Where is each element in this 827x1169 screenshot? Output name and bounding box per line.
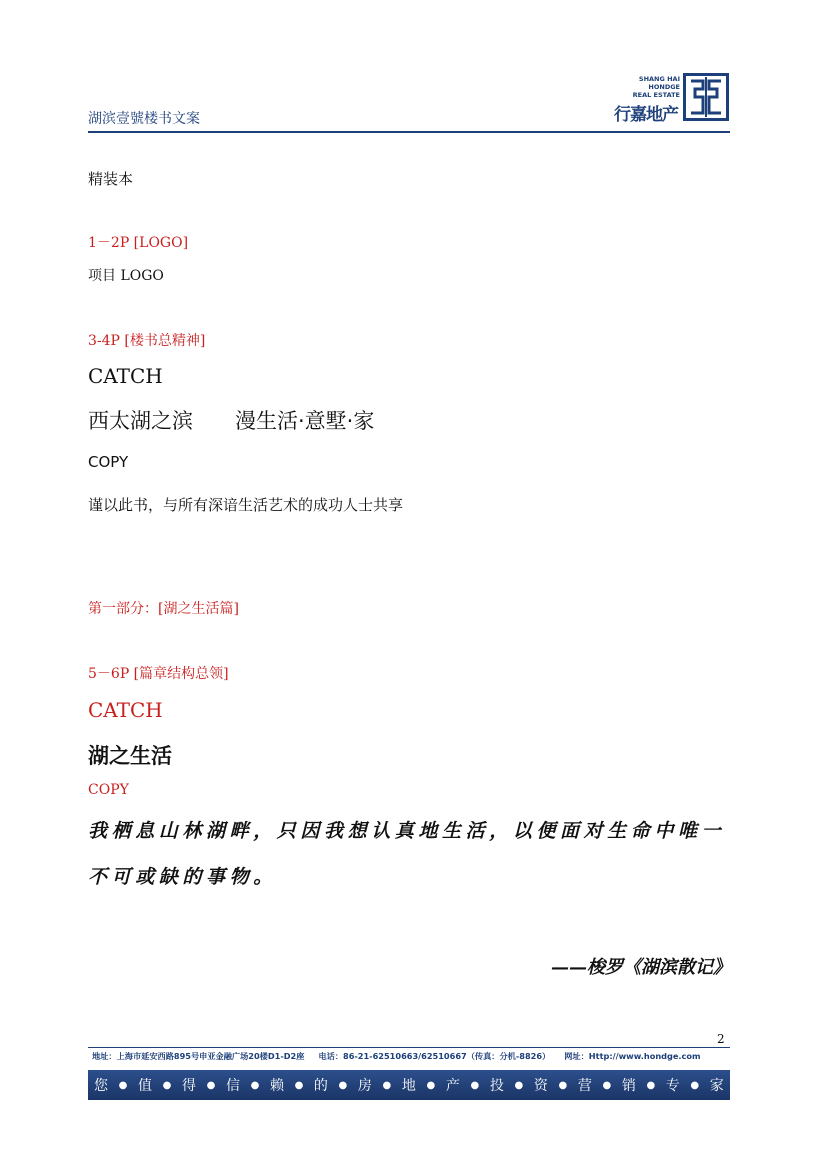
hero-headline [88, 405, 374, 435]
section-label-spirit: 3-4P [楼书总精神] [88, 333, 206, 349]
slogan-char: 赖 [269, 1078, 284, 1094]
slogan-char: 房 [357, 1078, 372, 1094]
slogan-char: 专 [665, 1078, 680, 1094]
footer-address: 地址：上海市延安西路895号申亚金融广场20楼D1-D2座 [92, 1051, 305, 1061]
company-logo-english [626, 75, 680, 99]
slogan-char: 值 [137, 1078, 152, 1094]
company-logo-mark-icon [683, 73, 729, 121]
header-divider [88, 131, 730, 133]
slogan-char: 的 [313, 1078, 328, 1094]
copy-text: 谨以此书，与所有深谙生活艺术的成功人士共享 [88, 496, 404, 514]
logo-en-line: HONDGE [648, 83, 680, 91]
catch-label: CATCH [88, 364, 163, 388]
copy-label: COPY [88, 453, 129, 471]
slogan-char: 营 [577, 1078, 592, 1094]
slogan-char: 得 [181, 1078, 196, 1094]
slogan-char: 地 [401, 1078, 416, 1094]
document-header-title: 湖滨壹號楼书文案 [88, 111, 200, 127]
slogan-char: 资 [533, 1078, 548, 1094]
footer-slogan-band: 您 ● 值 ● 得 ● 信 ● 赖 ● 的 ● 房 ● 地 ● 产 ● 投 ● 资 ● 营 ● 销 ● 专 ● 家 [88, 1070, 730, 1100]
slogan-char: 销 [621, 1078, 636, 1094]
hero-headline-left: 西太湖之滨 [88, 409, 193, 433]
slogan-char: 您 [94, 1078, 108, 1094]
section-text-logo: 项目 LOGO [88, 268, 164, 284]
hero-headline-right: 漫生活·意墅·家 [235, 409, 375, 433]
slogan-char: 投 [489, 1078, 504, 1094]
copy-label-2: COPY [88, 782, 129, 798]
company-logo-chinese: 行嘉地产 [614, 105, 678, 125]
page-number: 2 [717, 1032, 725, 1046]
footer-phone: 电话：86-21-62510663/62510667（传真：分机-8826） [318, 1051, 551, 1061]
part-one-label: 第一部分：[湖之生活篇] [88, 601, 239, 617]
section-label-structure: 5－6P [篇章结构总领] [88, 666, 229, 682]
quote-attribution: ——梭罗《湖滨散记》 [551, 957, 731, 978]
slogan-char: 信 [225, 1078, 240, 1094]
slogan-char: 家 [709, 1078, 724, 1094]
edition-label: 精装本 [88, 170, 134, 188]
section-label-logo: 1－2P [LOGO] [88, 235, 189, 251]
logo-en-line: REAL ESTATE [632, 91, 680, 99]
logo-en-line: SHANG HAI [638, 75, 680, 83]
footer-website: 网址：Http://www.hondge.com [564, 1051, 701, 1061]
footer-divider [88, 1047, 730, 1048]
slogan-char: 产 [445, 1078, 460, 1094]
section-heading: 湖之生活 [88, 744, 172, 768]
quote-text: 我栖息山林湖畔，只因我想认真地生活，以便面对生命中唯一不可或缺的事物。 [88, 820, 726, 888]
footer-contact [92, 1051, 715, 1062]
catch-label-2: CATCH [88, 698, 163, 722]
